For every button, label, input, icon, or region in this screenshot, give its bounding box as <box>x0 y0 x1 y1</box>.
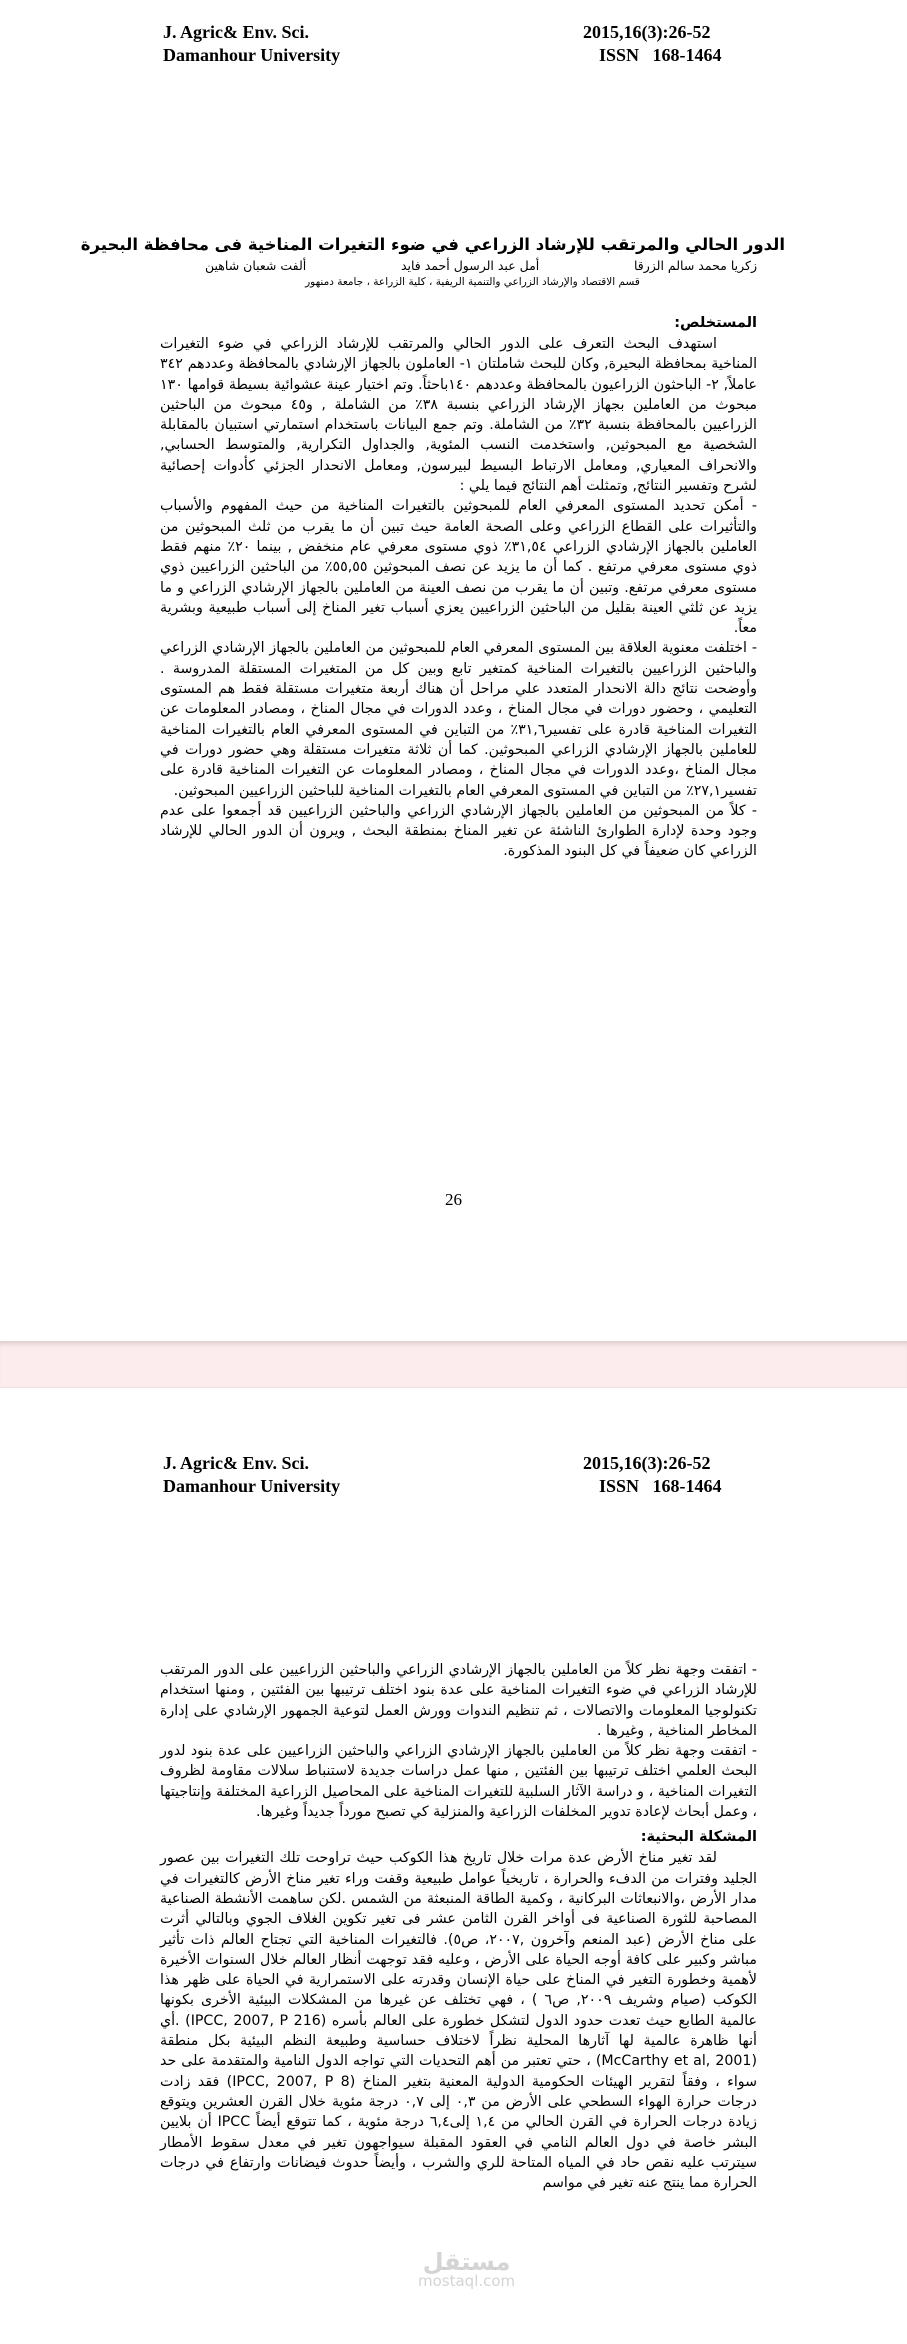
abstract-section <box>160 312 757 862</box>
watermark-site: mostaql.com <box>418 2272 516 2290</box>
author-name: زكريا محمد سالم الزرقا <box>633 258 757 273</box>
abstract-continuation <box>160 1660 757 2193</box>
issn: ISSN 168-1464 <box>599 45 722 65</box>
page-number: 26 <box>445 1190 462 1209</box>
author-list <box>160 257 785 275</box>
author-affiliation: قسم الاقتصاد والإرشاد الزراعي والتنمية الريفية ، كلية الزراعة ، جامعة دمنهور <box>305 276 640 288</box>
author-name: ألفت شعبان شاهين <box>205 258 307 273</box>
issn: ISSN 168-1464 <box>599 1476 722 1496</box>
running-header-right <box>583 1452 753 1498</box>
abstract-result-item: - اتفقت وجهة نظر كلاً من العاملين بالجهاز الإرشادي الزراعي والباحثين الزراعيين على الدور المرتقب للإرشاد الزراعي في ضوء التغيرات المناخية على عدة بنود اختلف ترتيبها بين الفئتين , ومنها استخدام تكنولوجيا المعلومات والاتصالات ، ثم تنظيم الندوات وورش العمل لتوعية الجمهور الإرشادي على إدارة المخاطر المناخية , وغيرها . <box>160 1662 757 1739</box>
university-name: Damanhour University <box>163 1476 341 1496</box>
university-name: Damanhour University <box>163 45 341 65</box>
research-problem-heading: المشكلة البحثية: <box>640 1829 757 1846</box>
volume-pages: 2015,16(3):26-52 <box>583 22 711 42</box>
page-separator <box>0 1341 907 1388</box>
abstract-result-item: - أمكن تحديد المستوى المعرفي العام للمبحوثين بالتغيرات المناخية من حيث المفهوم والأسباب والتأثيرات على القطاع الزراعي وعلى الصحة العامة حيث تبين أن ما يقرب من ثلث المبحوثين من العاملين بالجهاز الإرشادي الزراعي ٣١,٥٤٪ ذوي مستوى معرفي عام منخفض , بينما ٢٠٪ منهم فقط ذوي مستوى معرفي مرتفع . كما أن ما يزيد عن نصف المبحوثين ٥٥,٥٥٪ من الباحثين الزراعيين ذوي مستوى معرفي مرتفع. وتبين أن ما يقرب من نصف العينة من العاملين بالجهاز الإرشادي الزراعي و ما يزيد عن ثلثي العينة بقليل من الباحثين الزراعيين يعزي أسباب تغير المناخ إلى أسباب طبيعية وبشرية معاً. <box>160 498 757 637</box>
author-name: أمل عبد الرسول أحمد فايد <box>400 258 540 273</box>
watermark-logo: مستقل <box>422 2248 511 2276</box>
abstract-result-item: - اختلفت معنوية العلاقة بين المستوى المعرفي العام للمبحوثين من العاملين بالجهاز الإرشادي الزراعي والباحثين الزراعيين بالتغيرات المناخية كمتغير تابع وبين كل من المتغيرات المستقلة المدروسة . وأوضحت نتائج دالة الانحدار المتعدد علي مراحل أن هناك أربعة متغيرات مستقلة فقط هم المستوى التعليمي ، وحضور دورات في مجال المناخ ، وعدد الدورات في مجال المناخ ، ومصادر المعلومات عن التغيرات المناخية قادرة على تفسير٣١,٦٪ من التباين في المستوى المعرفي العام بالتغيرات المناخية للعاملين بالجهاز الإرشادي الزراعي المبحوثين. كما أن ثلاثة متغيرات مستقلة وهي حضور دورات في مجال المناخ ،وعدد الدورات في مجال المناخ ، ومصادر المعلومات عن التغيرات المناخية قادرة على تفسير٢٧,١٪ من التباين في المستوى المعرفي العام بالتغيرات المناخية للباحثين الزراعيين المبحوثين. <box>160 640 757 799</box>
research-problem-paragraph: لقد تغير مناخ الأرض عدة مرات خلال تاريخ هذا الكوكب حيث تراوحت تلك التغيرات بين عصور الجليد وفترات من الدفء والحرارة ، تاريخياً عوامل طبيعية وقفت وراء تغير مناخ الأرض كالتغيرات في مدار الأرض ،والانبعاثات البركانية ، وكمية الطاقة المنبعثة من الشمس .لكن ساهمت الأنشطة الصناعية المصاحبة للثورة الصناعية فى أواخر القرن الثامن عشر فى تغير تكوين الغلاف الجوي وبالتالي أثرت على مناخ الأرض (عبد المنعم وآخرون ,٢٠٠٧، ص٥). فالتغيرات المناخية التي تجتاح العالم ذات تأثير مباشر وكبير على كافة أوجه الحياة على الأرض ، وعليه فقد توجهت أنظار العالم خلال السنوات الأخيرة لأهمية وخطورة التغير في المناخ على حياة الإنسان وقدرته على الاستمرارية في الحياة على ظهر هذا الكوكب (صيام وشريف ٢٠٠٩, ص٦ ) ، فهي تختلف عن غيرها من المشكلات البيئية الأخرى بكونها عالمية الطابع حيث تعدت حدود الدول لتشكل خطورة على العالم بأسره (IPCC, 2007, P 216) .أي أنها ظاهرة عالمية لها آثارها المحلية نظراً لاختلاف حساسية وطبيعة النظم البيئية بكل منطقة (McCarthy et al, 2001) ، حتي تعتبر من أهم التحديات التي تواجه الدول النامية والمتقدمة على حد سواء ، وفقاً لتقرير الهيئات الحكومية الدولية المعنية بتغير المناخ (IPCC, 2007, P 8) فقد زادت درجات حرارة الهواء السطحي على الأرض من ٠,٣ إلى ٠,٧ درجة مئوية خلال القرن العشرين ويتوقع زيادة درجات الحرارة في القرن الحالي من ١,٤ إلى٦,٤ درجة مئوية ، كما تتوقع أيضاً IPCC أن بلايين البشر خاصة في دول العالم النامي في العقود المقبلة سيواجهون تغير في معدل سقوط الأمطار سيترتب عليه نقص حاد في المياه المتاحة للري والشرب ، وأيضاً حدوث فيضانات وارتفاع في درجات الحرارة مما ينتج عنه تغير في مواسم <box>160 1850 757 2192</box>
running-header-left <box>163 1452 340 1498</box>
journal-name: J. Agric& Env. Sci. <box>163 22 310 42</box>
abstract-result-item: - اتفقت وجهة نظر كلاً من العاملين بالجهاز الإرشادي الزراعي والباحثين الزراعيين على عدة بنود لدور البحث العلمي اختلف ترتيبها بين الفئتين , منها عمل دراسات جديدة لاستنباط سلالات مقاومة لظروف التغيرات المناخية ، و دراسة الآثار السلبية للتغيرات المناخية على المحاصيل الزراعية المختلفة وإنتاجيتها ، وعمل أبحاث لإعادة تدوير المخلفات الزراعية والمنزلية كي تصبح مورداً جديداً وغيرها. <box>160 1743 757 1821</box>
journal-name: J. Agric& Env. Sci. <box>163 1453 310 1473</box>
abstract-paragraph: استهدف البحث التعرف على الدور الحالي والمرتقب للإرشاد الزراعي في ضوء التغيرات المناخية بمحافظة البحيرة, وكان للبحث شاملتان ١- العاملون بالجهاز الإرشادي بالمحافظة وعددهم ٣٤٢ عاملاً, ٢- الباحثون الزراعيون بالمحافظة وعددهم ١٤٠باحثاً. وتم اختيار عينة عشوائية بسيطة قوامها ١٣٠ مبحوث من العاملين بجهاز الإرشاد الزراعي بنسبة ٣٨٪ من الشاملة , و٤٥ مبحوث من الباحثين الزراعيين بالمحافظة بنسبة ٣٢٪ من الشاملة. وتم جمع البيانات باستخدام استمارتي استبيان بالمقابلة الشخصية مع المبحوثين, واستخدمت النسب المئوية, والجداول التكرارية, والمتوسط الحسابي, والانحراف المعياري, ومعامل الارتباط البسيط لبيرسون, ومعامل الانحدار الجزئي كأدوات إحصائية لشرح وتفسير النتائج, وتمثلت أهم النتائج فيما يلي : <box>160 336 758 495</box>
paper-title-block <box>80 233 785 290</box>
running-header-right <box>583 21 753 67</box>
paper-title: الدور الحالي والمرتقب للإرشاد الزراعي في ضوء التغيرات المناخية فى محافظة البحيرة <box>80 235 785 254</box>
volume-pages: 2015,16(3):26-52 <box>583 1453 711 1473</box>
document-page-2 <box>0 1388 907 2344</box>
abstract-heading: المستخلص: <box>674 315 757 331</box>
abstract-result-item: - كلاً من المبحوثين من العاملين بالجهاز الإرشادي الزراعي والباحثين الزراعيين قد أجمعوا على عدم وجود وحدة لإدارة الطوارئ الناشئة عن تغير المناخ بمنطقة البحث , ويرون أن الدور الحالي للإرشاد الزراعي كان ضعيفاً في كل البنود المذكورة. <box>160 802 757 860</box>
running-header-left <box>163 21 340 67</box>
